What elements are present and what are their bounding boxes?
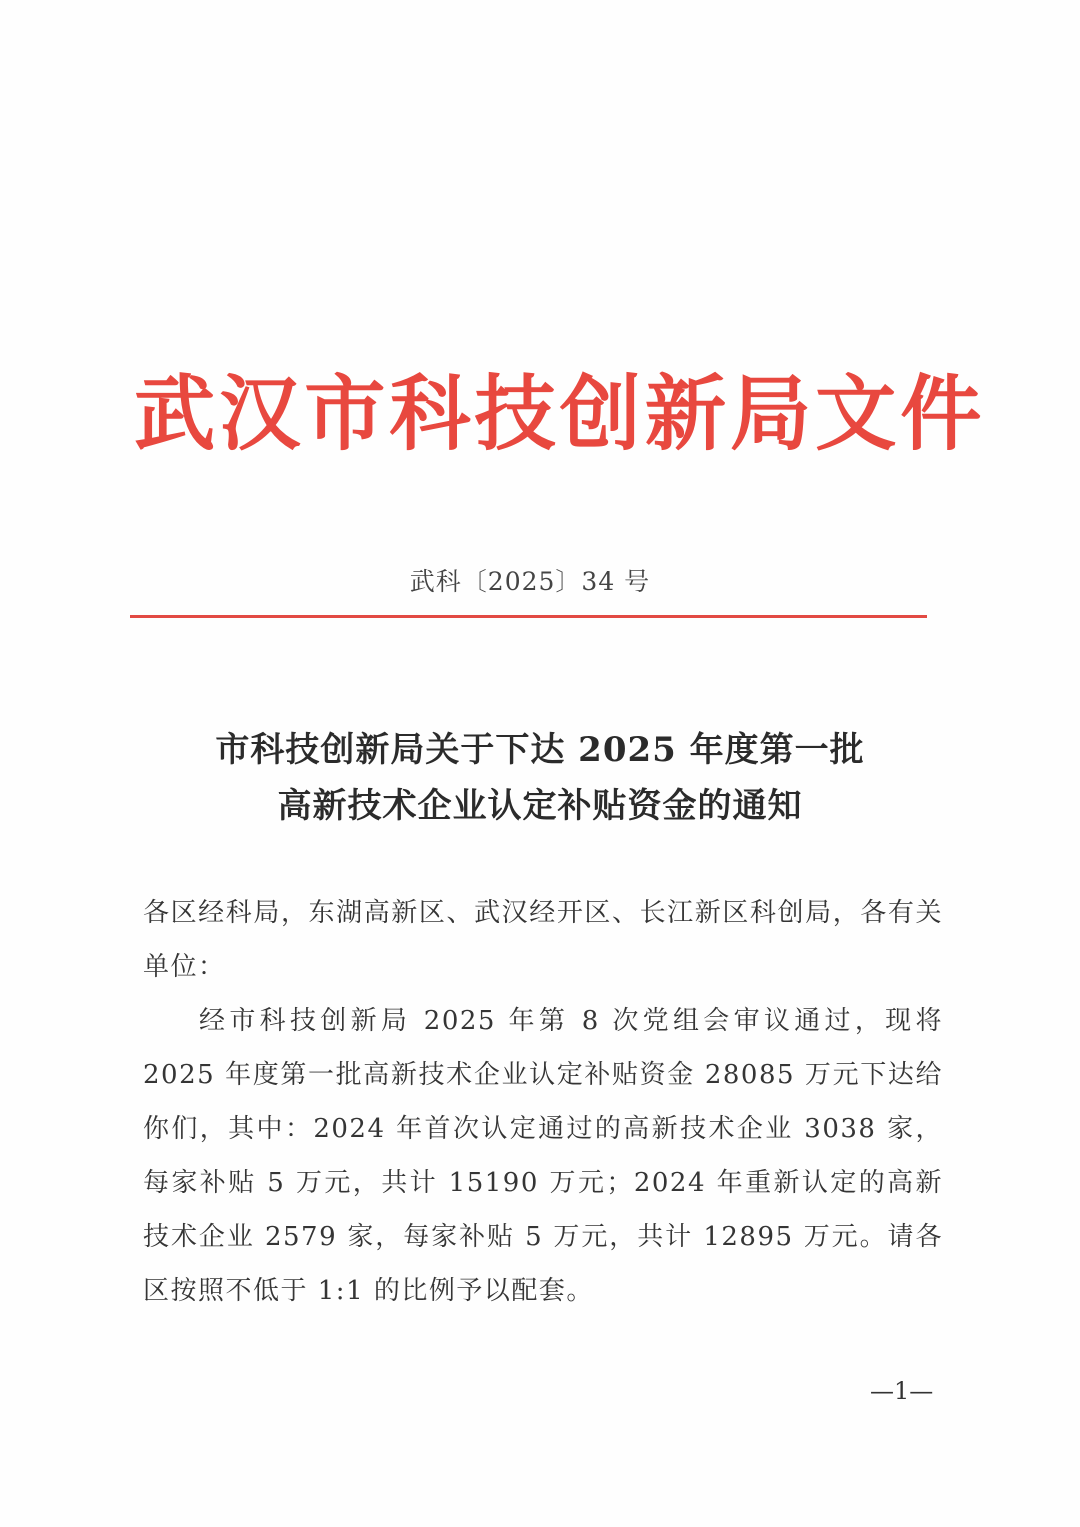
notice-body: [143, 886, 943, 1318]
notice-title-line-1: 市科技创新局关于下达 2025 年度第一批: [215, 730, 865, 770]
red-divider-line: [130, 615, 927, 618]
body-paragraph: 经市科技创新局 2025 年第 8 次党组会审议通过，现将 2025 年度第一批高新技术企业认定补贴资金 28085 万元下达给你们，其中：2024 年首次认定通过的高新技术企业 3038 家，每家补贴 5 万元，共计 15190 万元；2024 年重新认定的高新技术企业 2579 家，每家补贴 5 万元，共计 12895 万元。请各区按照不低于 1:1 的比例予以配套。: [143, 1006, 943, 1306]
document-number: 武科〔2025〕34 号: [409, 567, 651, 596]
page-number: —1—: [870, 1377, 934, 1405]
recipients-line: 各区经科局，东湖高新区、武汉经开区、长江新区科创局，各有关单位：: [143, 898, 943, 982]
notice-title: [130, 722, 950, 834]
masthead-title: 武汉市科技创新局文件: [134, 367, 986, 462]
notice-title-line-2: 高新技术企业认定补贴资金的通知: [277, 786, 803, 826]
